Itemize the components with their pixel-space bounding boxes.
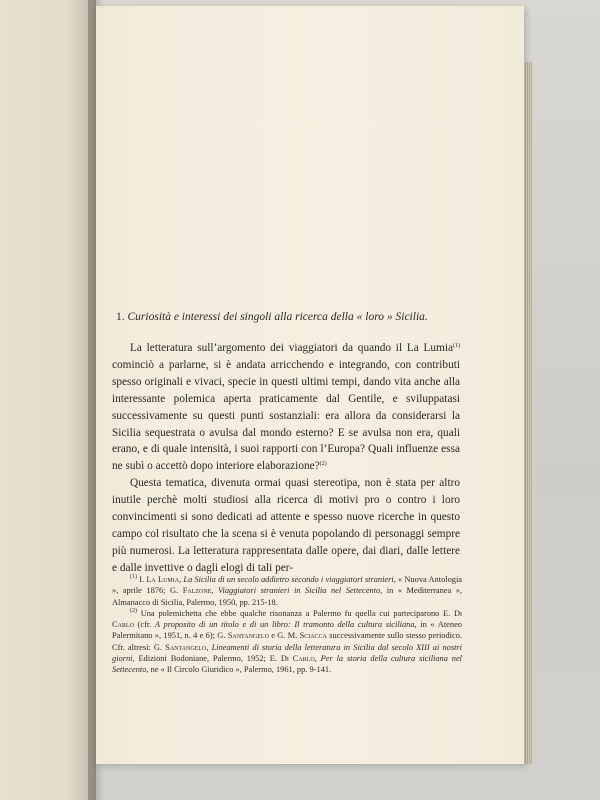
footnote-text: , Edizioni Bodoniane, Palermo, 1952; E. — [132, 654, 281, 664]
section-heading — [116, 310, 460, 324]
footnote-text: , — [179, 575, 184, 584]
footnote-title: A proposito di un titolo e di un libro: Il tramonto della cultura siciliana — [154, 620, 415, 630]
body-text — [112, 340, 460, 577]
footnote-text: , — [314, 654, 321, 664]
footnote-text: , in « Mediterranea », Almanacco di Sicilia, Palermo, 1950, pp. 215-18. — [112, 586, 463, 607]
footnote-1 — [112, 574, 462, 608]
footnote-marker: (1) — [130, 574, 137, 580]
footnote-title: La Sicilia di un secolo addietro secondo i viaggiatori stranieri — [183, 575, 394, 584]
page-content — [112, 310, 460, 577]
footnote-title: Viaggiatori stranieri in Sicilia nel Settecento — [218, 586, 381, 596]
paragraph-text: cominciò a parlarne, si è andata arricchendo e integrando, con contributi spesso originali e vivaci, specie in questi ultimi tempi, dando vita anche alla interessante polemica aperta praticamente dal Gentile, e sviluppatasi successivamente su questi punti sostanziali: era allora da considerarsi la Sicilia sequestrata o avulsa dal mondo esterno? E se avulsa non era, quali erano, e di quale intensità, i suoi rapporti con l’Europa? Quali influenze essa ne subì o accettò dopo interiore elaborazione? — [112, 358, 460, 473]
paragraph-text: Questa tematica, divenuta ormai quasi stereotipa, non è stata per altro inutile perchè molti studiosi alla ricerca di motivi pro o contro i loro convincimenti si sono dedicati ad attente e spesso nuove ricerche in questo campo col risultato che la scena si è venuta popolando di personaggi sempre più numerosi. La letteratura rappresentata dalle opere, dai diari, dalle lettere e dalle invettive o dagli elogi di tali per- — [112, 477, 460, 574]
footnote-text: , — [206, 642, 212, 652]
section-title: Curiosità e interessi dei singoli alla ricerca della « loro » Sicilia. — [127, 311, 428, 323]
footnote-2 — [112, 608, 462, 676]
footnote-text: , in « Ateneo Palermitano », 1951, n. 4 e 6); G. — [112, 620, 462, 641]
section-number: 1. — [116, 311, 125, 323]
paragraph-2 — [112, 475, 460, 576]
footnote-text: (cfr. — [133, 620, 155, 630]
footnote-marker: (2) — [130, 607, 137, 614]
footnote-title: Per la storia della cultura siciliana nel Settecento — [112, 654, 463, 675]
paragraph-1 — [112, 340, 460, 475]
footnote-text: I. — [137, 575, 147, 584]
footnote-text: e G. M. — [268, 631, 300, 641]
book-page — [96, 6, 524, 764]
footnote-author: Di Carlo — [280, 654, 315, 664]
footnote-text: , ne « Il Circolo Giuridico », Palermo, 1961, pp. 9-141. — [146, 665, 332, 675]
footnote-author: Falzone — [182, 586, 212, 596]
footnote-author: Santangelo — [165, 642, 207, 652]
footnote-author: La Lumia — [146, 575, 180, 584]
footnote-author: Santangelo — [227, 631, 269, 641]
footnotes — [112, 574, 462, 676]
footnote-author: Sciacca — [299, 631, 327, 641]
footnote-text: successivamente sullo stesso periodico. Cfr. altresì: G. — [112, 631, 462, 652]
footnote-text: Una polemichetta che ebbe qualche risonanza a Palermo fu quella cui parteciparono E. — [137, 608, 454, 618]
paragraph-text: La letteratura sull’argomento dei viaggiatori da quando il La Lumia — [130, 342, 453, 354]
footnote-text: , — [211, 586, 219, 596]
footnote-title: Lineamenti di storia della letteratura in Sicilia dal secolo XIII ai nostri giorni — [112, 642, 463, 664]
footnote-author: Di Carlo — [112, 608, 462, 630]
left-page — [0, 0, 96, 800]
footnote-ref-2: (2) — [319, 461, 327, 468]
footnote-ref-1: (1) — [453, 343, 460, 349]
footnote-text: , « Nuova Antologia », aprile 1876; G. — [112, 575, 463, 596]
